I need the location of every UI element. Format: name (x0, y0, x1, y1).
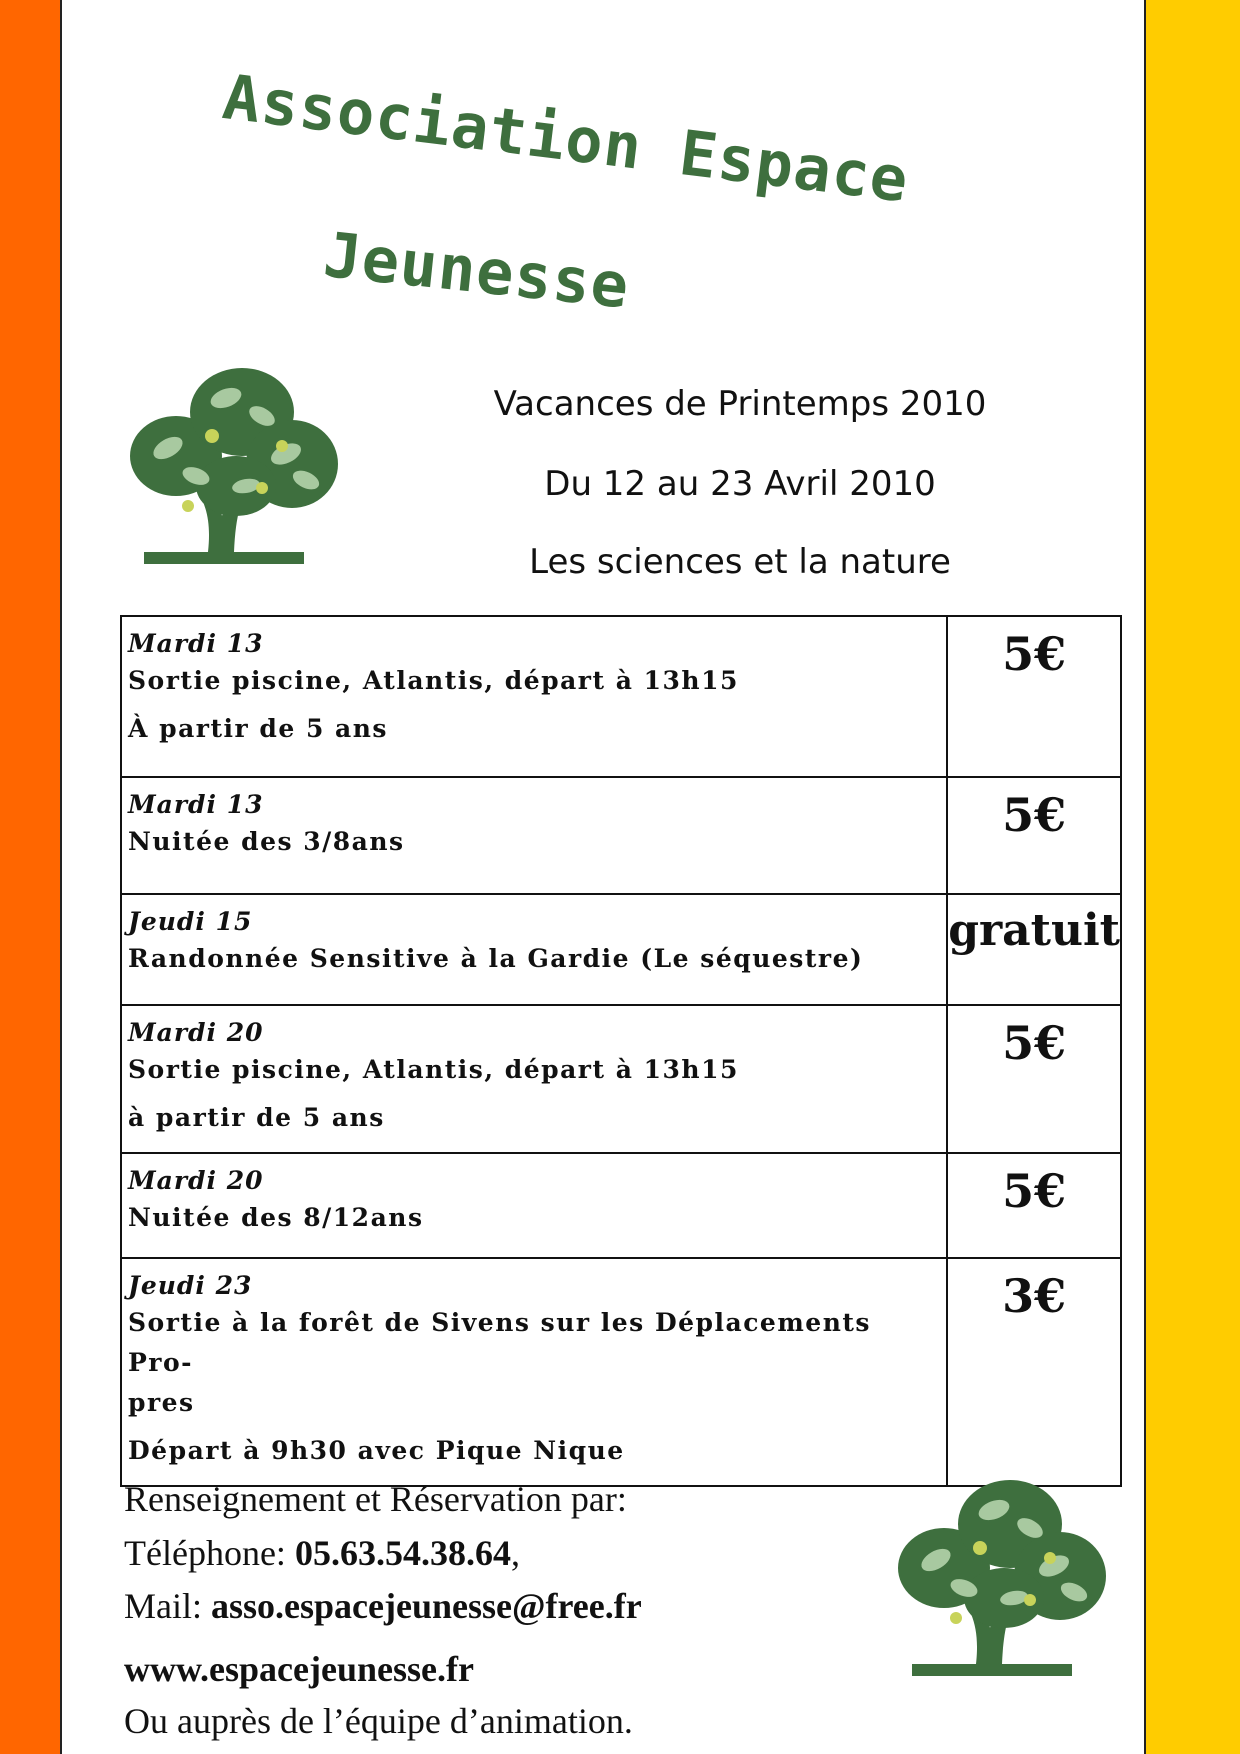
activity-description (121, 616, 947, 777)
subtitle-theme: Les sciences et la nature (529, 542, 951, 582)
activity-line: Nuitée des 3/8ans (128, 827, 405, 856)
activity-day: Jeudi 15 (128, 907, 253, 936)
activity-line: Départ à 9h30 avec Pique Nique (128, 1436, 625, 1465)
activity-line: À partir de 5 ans (128, 714, 389, 743)
activity-price: 5€ (947, 777, 1121, 894)
activity-line: Nuitée des 8/12ans (128, 1203, 424, 1232)
activity-day: Mardi 20 (128, 1166, 264, 1195)
activity-line: Randonnée Sensitive à la Gardie (Le séquestre) (128, 944, 864, 973)
activity-description (121, 1005, 947, 1153)
tree-icon (116, 356, 356, 578)
activity-line: à partir de 5 ans (128, 1103, 385, 1132)
subtitle-vacances: Vacances de Printemps 2010 (493, 384, 987, 424)
activity-day: Mardi 13 (128, 629, 264, 658)
subtitle-dates: Du 12 au 23 Avril 2010 (544, 464, 936, 504)
contact-mail (124, 1585, 642, 1627)
mail-label: Mail: (124, 1586, 211, 1626)
tree-icon (884, 1468, 1124, 1690)
table-row (121, 1258, 1121, 1486)
phone-label: Téléphone: (124, 1533, 295, 1573)
activity-description (121, 1153, 947, 1258)
table-row (121, 1153, 1121, 1258)
activity-price: 5€ (947, 1153, 1121, 1258)
title-line-1: Association Espace (219, 60, 913, 217)
activity-price: 3€ (947, 1258, 1121, 1486)
activity-price: 5€ (947, 1005, 1121, 1153)
activity-day: Mardi 20 (128, 1018, 264, 1047)
activity-line: Sortie piscine, Atlantis, départ à 13h15 (128, 666, 739, 695)
contact-intro: Renseignement et Réservation par: (124, 1479, 627, 1519)
contact-phone (124, 1532, 520, 1574)
activity-line: pres (128, 1388, 195, 1417)
website-link[interactable]: www.espacejeunesse.fr (124, 1649, 474, 1689)
activity-line: Sortie à la forêt de Sivens sur les Déplacements Pro- (128, 1308, 871, 1377)
activity-description (121, 1258, 947, 1486)
activities-table (120, 615, 1122, 1487)
activity-day: Jeudi 23 (128, 1271, 253, 1300)
phone-suffix: , (510, 1533, 520, 1573)
phone-number[interactable]: 05.63.54.38.64 (294, 1533, 511, 1573)
title-line-2: Jeunesse (320, 218, 633, 323)
activity-price: 5€ (947, 616, 1121, 777)
mail-link[interactable]: asso.espacejeunesse@free.fr (211, 1586, 642, 1626)
table-row (121, 894, 1121, 1005)
contact-other: Ou auprès de l’équipe d’animation. (124, 1701, 633, 1741)
table-row (121, 616, 1121, 777)
activity-description (121, 894, 947, 1005)
activity-line: Sortie piscine, Atlantis, départ à 13h15 (128, 1055, 739, 1084)
table-row (121, 777, 1121, 894)
activity-day: Mardi 13 (128, 790, 264, 819)
activity-description (121, 777, 947, 894)
table-row (121, 1005, 1121, 1153)
activity-price: gratuit (947, 894, 1121, 1005)
